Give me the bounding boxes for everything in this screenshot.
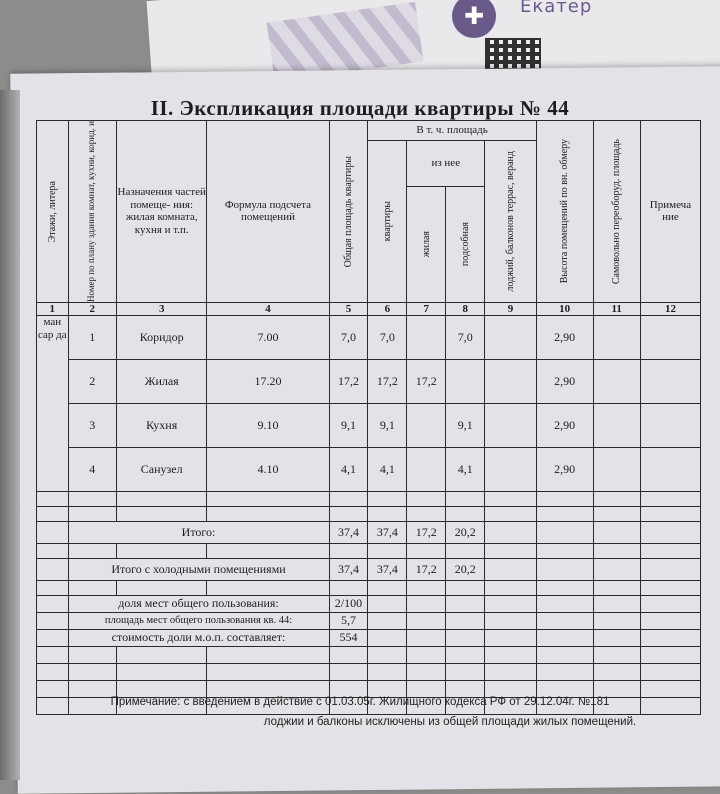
col-number: 12 bbox=[640, 302, 700, 315]
header-loggia: лоджий, балконов террас, веранд bbox=[485, 141, 537, 303]
room-height: 2,90 bbox=[536, 359, 593, 403]
room-apt: 17,2 bbox=[368, 359, 407, 403]
totals-living: 17,2 bbox=[407, 521, 446, 543]
footnote-line-2: лоджии и балконы исключены из общей площади жилых помещений. bbox=[263, 716, 637, 728]
room-living: 17,2 bbox=[407, 359, 446, 403]
room-height: 2,90 bbox=[536, 403, 593, 447]
header-unauthorized: Самовольно переоборуд. площадь bbox=[593, 121, 640, 303]
room-number: 2 bbox=[68, 359, 116, 403]
room-note bbox=[640, 403, 700, 447]
room-apt: 9,1 bbox=[368, 403, 407, 447]
room-unauth bbox=[593, 447, 640, 491]
header-living: жилая bbox=[407, 186, 446, 302]
col-number: 5 bbox=[329, 302, 368, 315]
room-name: Санузел bbox=[116, 447, 206, 491]
shared-value: 5,7 bbox=[329, 612, 368, 629]
shared-row bbox=[37, 612, 701, 629]
binder-shadow bbox=[0, 90, 20, 780]
room-formula: 4.10 bbox=[207, 447, 329, 491]
header-apartment: квартиры bbox=[368, 141, 407, 303]
col-number: 2 bbox=[68, 302, 116, 315]
room-apt: 7,0 bbox=[368, 315, 407, 359]
room-name: Кухня bbox=[116, 403, 206, 447]
room-note bbox=[640, 447, 700, 491]
empty-row bbox=[37, 506, 701, 521]
shared-label: доля мест общего пользования: bbox=[68, 595, 329, 612]
col-number: 8 bbox=[446, 302, 485, 315]
room-aux: 4,1 bbox=[446, 447, 485, 491]
col-number: 9 bbox=[485, 302, 537, 315]
room-note bbox=[640, 315, 700, 359]
header-total-area: Общая площадь квартиры bbox=[329, 121, 368, 303]
room-total: 9,1 bbox=[329, 403, 368, 447]
room-loggia bbox=[485, 359, 537, 403]
room-loggia bbox=[485, 403, 537, 447]
header-purpose: Назначения частей помеще- ния: жилая комната, кухня и т.п. bbox=[116, 121, 206, 303]
col-number: 1 bbox=[37, 302, 69, 315]
background-city-text: Екатер bbox=[520, 0, 593, 17]
totals-apt: 37,4 bbox=[368, 521, 407, 543]
room-aux bbox=[446, 359, 485, 403]
totals-cold-apt: 37,4 bbox=[368, 558, 407, 580]
table-row bbox=[37, 447, 701, 491]
room-formula: 9.10 bbox=[207, 403, 329, 447]
page-title: II. Экспликация площади квартиры № 44 bbox=[150, 96, 570, 120]
shared-value: 2/100 bbox=[329, 595, 368, 612]
room-total: 4,1 bbox=[329, 447, 368, 491]
room-height: 2,90 bbox=[536, 447, 593, 491]
room-apt: 4,1 bbox=[368, 447, 407, 491]
shared-value: 554 bbox=[329, 629, 368, 646]
table-row bbox=[37, 359, 701, 403]
header-formula: Формула подсчета помещений bbox=[207, 121, 329, 303]
qr-code-icon bbox=[485, 38, 541, 72]
room-unauth bbox=[593, 315, 640, 359]
room-total: 7,0 bbox=[329, 315, 368, 359]
room-aux: 7,0 bbox=[446, 315, 485, 359]
header-height: Высота помещений по вн. обмеру bbox=[536, 121, 593, 303]
shared-row bbox=[37, 595, 701, 612]
room-number: 1 bbox=[68, 315, 116, 359]
room-formula: 7.00 bbox=[207, 315, 329, 359]
totals-cold-aux: 20,2 bbox=[446, 558, 485, 580]
room-unauth bbox=[593, 359, 640, 403]
room-formula: 17.20 bbox=[207, 359, 329, 403]
room-height: 2,90 bbox=[536, 315, 593, 359]
room-name: Коридор bbox=[116, 315, 206, 359]
header-group-area: В т. ч. площадь bbox=[368, 121, 536, 141]
empty-row bbox=[37, 663, 701, 680]
explication-table bbox=[36, 120, 701, 715]
col-number: 4 bbox=[207, 302, 329, 315]
col-number: 10 bbox=[536, 302, 593, 315]
table-row bbox=[37, 315, 701, 359]
room-number: 4 bbox=[68, 447, 116, 491]
table-row bbox=[37, 403, 701, 447]
room-loggia bbox=[485, 447, 537, 491]
col-number: 6 bbox=[368, 302, 407, 315]
header-note: Примеча ние bbox=[640, 121, 700, 303]
room-loggia bbox=[485, 315, 537, 359]
shared-row bbox=[37, 629, 701, 646]
column-numbers-row bbox=[37, 302, 701, 315]
room-living bbox=[407, 403, 446, 447]
room-aux: 9,1 bbox=[446, 403, 485, 447]
footnote-line-1: Примечание: с введением в действие с 01.03.05г. Жилищного кодекса РФ от 29.12.04г. №181 bbox=[110, 696, 610, 708]
room-total: 17,2 bbox=[329, 359, 368, 403]
emblem-icon: ✚ bbox=[452, 0, 496, 38]
totals-row bbox=[37, 521, 701, 543]
empty-row bbox=[37, 543, 701, 558]
shared-label: стоимость доли м.о.п. составляет: bbox=[68, 629, 329, 646]
col-number: 7 bbox=[407, 302, 446, 315]
room-living bbox=[407, 315, 446, 359]
totals-label: Итого: bbox=[68, 521, 329, 543]
header-floor: Этажи, литера bbox=[37, 121, 69, 303]
totals-cold-total: 37,4 bbox=[329, 558, 368, 580]
room-number: 3 bbox=[68, 403, 116, 447]
room-name: Жилая bbox=[116, 359, 206, 403]
totals-cold-label: Итого с холодными помещениями bbox=[68, 558, 329, 580]
col-number: 3 bbox=[116, 302, 206, 315]
room-unauth bbox=[593, 403, 640, 447]
header-subgroup: из нее bbox=[407, 141, 485, 187]
totals-total: 37,4 bbox=[329, 521, 368, 543]
totals-cold-living: 17,2 bbox=[407, 558, 446, 580]
shared-label: площадь мест общего пользования кв. 44: bbox=[68, 612, 329, 629]
empty-row bbox=[37, 646, 701, 663]
col-number: 11 bbox=[593, 302, 640, 315]
empty-row bbox=[37, 580, 701, 595]
room-living bbox=[407, 447, 446, 491]
empty-row bbox=[37, 491, 701, 506]
totals-cold-row bbox=[37, 558, 701, 580]
header-plan-number: Номер по плану здания комнат, кухни, корид. и bbox=[68, 121, 116, 303]
floor-cell: ман сар да bbox=[37, 315, 69, 491]
totals-aux: 20,2 bbox=[446, 521, 485, 543]
room-note bbox=[640, 359, 700, 403]
header-auxiliary: подсобная bbox=[446, 186, 485, 302]
